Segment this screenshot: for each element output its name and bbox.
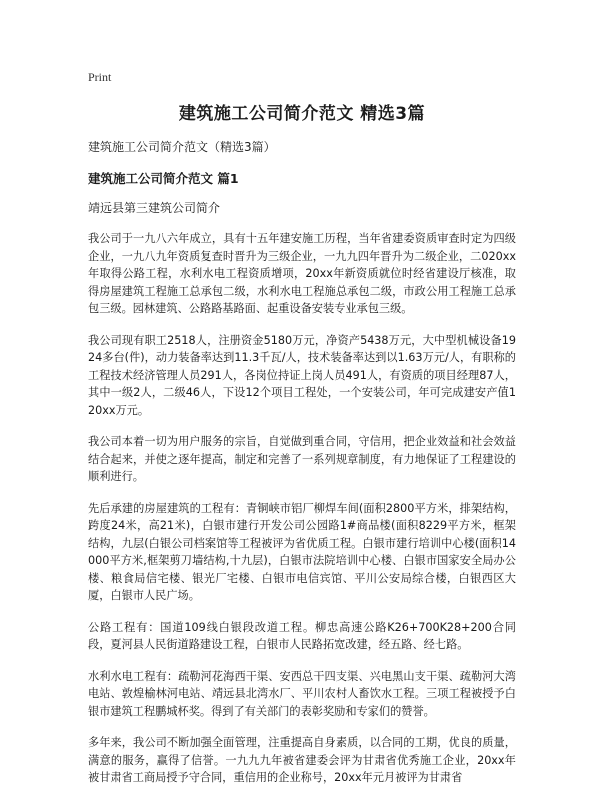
- print-label: Print: [88, 70, 112, 84]
- paragraph-road-projects: 公路工程有：国道109线白银段改道工程。柳忠高速公路K26+700K28+200合同段，夏河县人民街道路建设工程，白银市人民路拓宽改建，经五路、经七路。: [88, 620, 516, 651]
- document-subtitle: 建筑施工公司简介范文（精选3篇）: [88, 140, 276, 154]
- paragraph-building-projects: 先后承建的房屋建筑的工程有：青铜峡市铝厂柳焊车间(面积2800平方米，排架结构，跨度24米，高21米)，白银市建行开发公司公园路1#商品楼(面积8229平方米，框架结构，九层(白银公司档案馆等工程被评为省优质工程。白银市建行培训中心楼(面积14000平方米,框架剪刀墙结构,十九层)，白银市法院培训中心楼、白银市国家安全局办公楼、粮食局信宅楼、银光厂宅楼、白银市电信宾馆、平川公安局综合楼，白银西区大厦，白银市人民广场。: [88, 501, 516, 602]
- company-name: 靖远县第三建筑公司简介: [88, 201, 221, 215]
- section-heading: 建筑施工公司简介范文 篇1: [88, 171, 239, 186]
- paragraph-honors: 多年来，我公司不断加强全面管理，注重提高自身素质，以合同的工期，优良的质量，满意的服务，赢得了信誉。一九九九年被省建委会评为甘肃省优秀施工企业，20xx年被甘肃省工商局授予守合同，重信用的企业称号，20xx年元月被评为甘肃省: [88, 736, 516, 784]
- paragraph-mission: 我公司本着一切为用户服务的宗旨，自觉做到重合同，守信用，把企业效益和社会效益结合起来，并使之逐年提高，制定和完善了一系列规章制度，有力地保证了工程建设的顺利进行。: [88, 435, 516, 483]
- paragraph-history: 我公司于一九八六年成立，具有十五年建安施工历程，当年省建委资质审查时定为四级企业，一九八九年资质复查时晋升为三级企业，一九九四年晋升为二级企业，二020xx年取得公路工程，水利水电工程资质增项，20xx年新资质就位时经省建设厅核准，取得房屋建筑工程施工总承包二级，水利水电工程施总承包二级，市政公用工程施工总承包三级。园林建筑、公路路基路面、起重设备安装专业承包三级。: [88, 232, 516, 315]
- paragraph-water-projects: 水利水电工程有：疏勒河花海西干渠、安西总干四支渠、兴电黑山支干渠、疏勒河大湾电站、敦煌榆林河电站、靖远县北湾水厂、平川农村人畜饮水工程。三项工程被授予白银市建筑工程鹏城杯奖。得到了有关部门的表彰奖励和专家们的赞誉。: [88, 669, 516, 718]
- paragraph-resources: 我公司现有职工2518人，注册资金5180万元，净资产5438万元，大中型机械设备1924多台(件)，动力装备率达到11.3千瓦/人，技术装备率达到以1.63万元/人，有职称的工程技术经济管理人员291人，各岗位持证上岗人员491人，有资质的项目经理87人，其中一级2人，二级46人，下设12个项目工程处，一个安装公司，年可完成建安产值120xx万元。: [88, 333, 516, 417]
- page-title: 建筑施工公司简介范文 精选3篇: [178, 104, 426, 124]
